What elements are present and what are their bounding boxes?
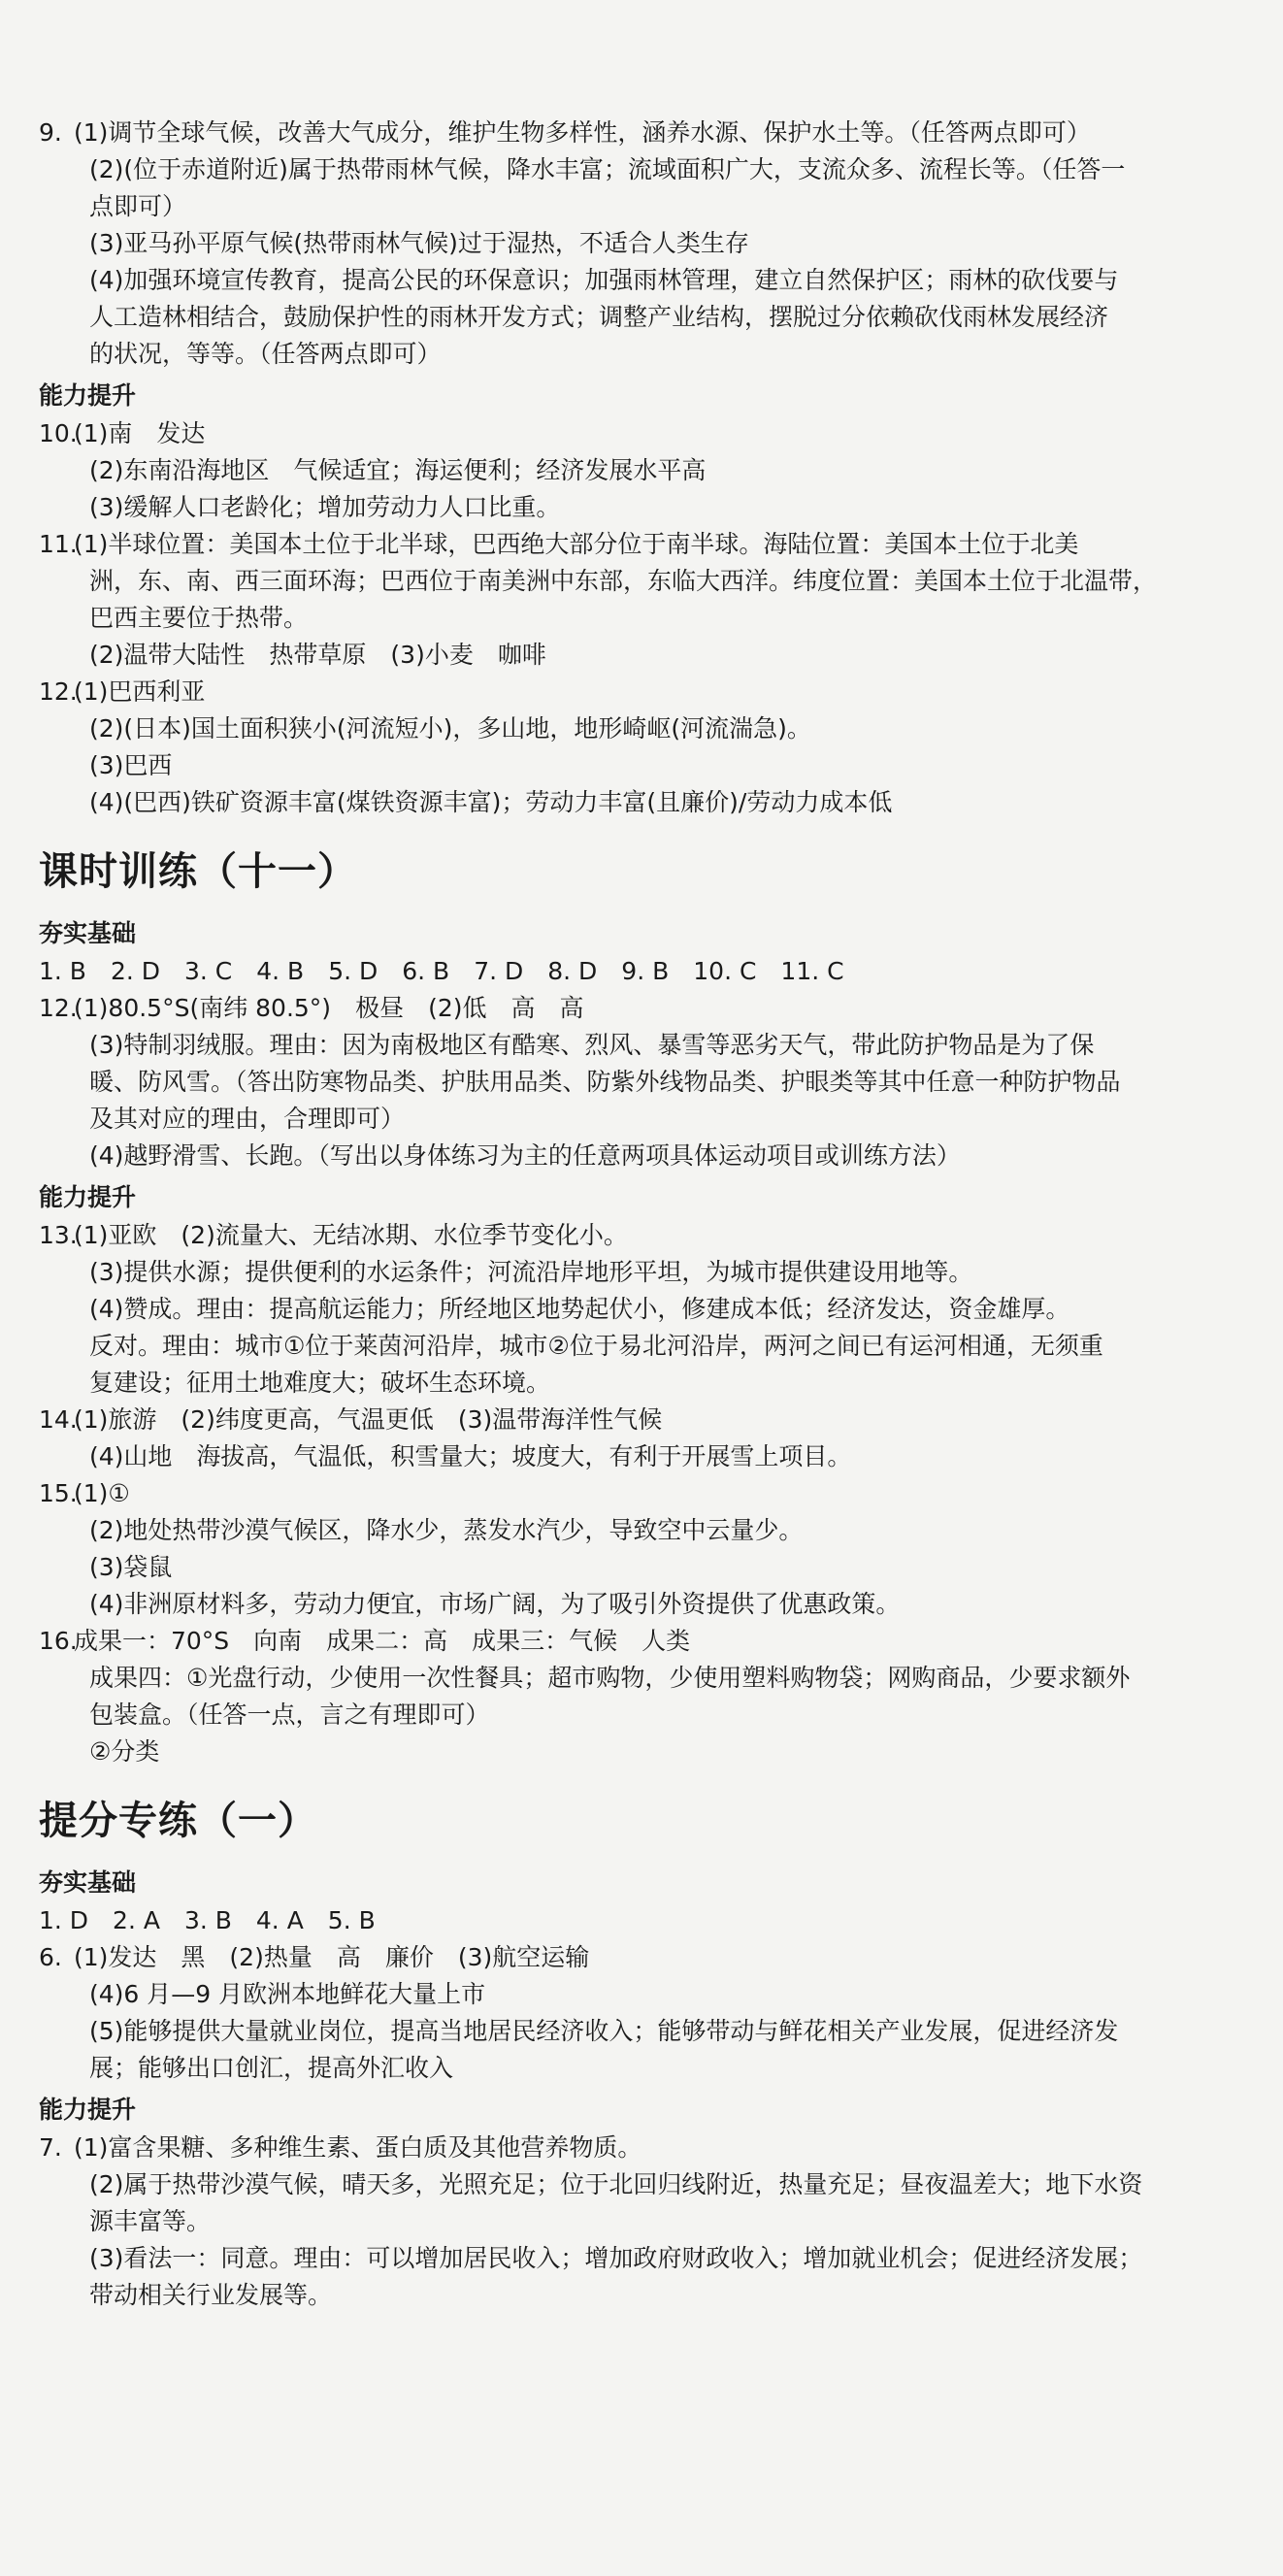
question-number: 13. [39,1221,78,1249]
answer-subpart: (4)加强环境宣传教育，提高公民的环保意识；加强雨林管理，建立自然保护区；雨林的砍伐要与 [89,266,1119,294]
subsection-label: 能力提升 [39,2096,137,2124]
question-number: 7. [39,2133,62,2162]
answer-continuation: 及其对应的理由，合理即可） [89,1105,406,1133]
answer-continuation: 人工造林相结合，鼓励保护性的雨林开发方式；调整产业结构，摆脱过分依赖砍伐雨林发展经济 [89,303,1109,331]
question-answer [39,1475,1244,1512]
answer-subpart: (4)6 月—9 月欧洲本地鲜花大量上市 [89,1980,486,2008]
answer-continuation: ②分类 [89,1737,160,1766]
answer-subpart: (4)越野滑雪、长跑。（写出以身体练习为主的任意两项具体运动项目或训练方法） [89,1141,961,1170]
answer-subpart: (4)非洲原材料多，劳动力便宜，市场广阔，为了吸引外资提供了优惠政策。 [89,1590,901,1618]
question-answer [39,526,1244,563]
question-number: 14. [39,1405,78,1434]
answer-subpart: (5)能够提供大量就业岗位，提高当地居民经济收入；能够带动与鲜花相关产业发展，促进经济发 [89,2017,1119,2045]
answer-subpart: (3)提供水源；提供便利的水运条件；河流沿岸地形平坦，为城市提供建设用地等。 [89,1258,973,1286]
answer-subpart: (4)山地 海拔高，气温低，积雪量大；坡度大，有利于开展雪上项目。 [89,1442,852,1470]
question-number: 10. [39,419,78,447]
answer-text: (1)调节全球气候，改善大气成分，维护生物多样性，涵养水源、保护水土等。（任答两点即可） [74,118,1091,147]
answer-text: (1)旅游 (2)纬度更高，气温更低 (3)温带海洋性气候 [74,1405,663,1434]
section-title: 课时训练（十一） [39,849,357,894]
answer-subpart: (2)(日本)国土面积狭小(河流短小)，多山地，地形崎岖(河流湍急)。 [89,714,811,743]
answer-text: (1)① [74,1479,130,1507]
question-answer [39,1217,1244,1254]
question-answer [39,415,1244,452]
answer-continuation: 洲，东、南、西三面环海；巴西位于南美洲中东部，东临大西洋。纬度位置：美国本土位于北温带， [89,567,1158,595]
choice-answers: 1. B 2. D 3. C 4. B 5. D 6. B 7. D 8. D 9. B 10. C 11. C [39,957,844,985]
question-answer [39,115,1244,151]
question-answer [39,1939,1244,1976]
question-number: 15. [39,1479,78,1507]
subsection-label: 夯实基础 [39,919,137,947]
answer-text: (1)富含果糖、多种维生素、蛋白质及其他营养物质。 [74,2133,642,2162]
question-answer [39,674,1244,710]
answer-subpart: (3)缓解人口老龄化；增加劳动力人口比重。 [89,493,561,521]
answer-subpart: (3)巴西 [89,751,173,779]
answer-text: (1)巴西利亚 [74,677,206,706]
answer-text: (1)南 发达 [74,419,206,447]
answer-text: (1)亚欧 (2)流量大、无结冰期、水位季节变化小。 [74,1221,628,1249]
answer-continuation: 巴西主要位于热带。 [89,604,309,632]
question-number: 12. [39,994,78,1022]
answer-subpart: (4)赞成。理由：提高航运能力；所经地区地势起伏小，修建成本低；经济发达，资金雄厚。 [89,1295,1070,1323]
answer-continuation: 的状况，等等。（任答两点即可） [89,340,442,368]
question-number: 16. [39,1627,78,1655]
question-answer [39,1402,1244,1438]
answer-subpart: (3)特制羽绒服。理由：因为南极地区有酷寒、烈风、暴雪等恶劣天气，带此防护物品是为了保 [89,1031,1095,1059]
subsection-label: 能力提升 [39,1183,137,1211]
answer-subpart: (2)(位于赤道附近)属于热带雨林气候，降水丰富；流域面积广大，支流众多、流程长等。（任答一 [89,155,1126,183]
answer-continuation: 暖、防风雪。（答出防寒物品类、护肤用品类、防紫外线物品类、护眼类等其中任意一种防护物品 [89,1068,1121,1096]
answer-continuation: 点即可） [89,192,187,220]
question-number: 9. [39,118,62,147]
question-answer [39,990,1244,1027]
answer-text: (1)半球位置：美国本土位于北半球，巴西绝大部分位于南半球。海陆位置：美国本土位于北美 [74,530,1079,558]
answer-text: 成果一：70°S 向南 成果二：高 成果三：气候 人类 [74,1627,691,1655]
question-answer [39,1623,1244,1660]
section-title: 提分专练（一） [39,1799,317,1843]
answer-subpart: (2)东南沿海地区 气候适宜；海运便利；经济发展水平高 [89,456,707,484]
subsection-label: 夯实基础 [39,1868,137,1897]
answer-subpart: (3)看法一：同意。理由：可以增加居民收入；增加政府财政收入；增加就业机会；促进经济发展； [89,2244,1143,2272]
answer-continuation: 成果四：①光盘行动，少使用一次性餐具；超市购物，少使用塑料购物袋；网购商品，少要求额外 [89,1664,1131,1692]
answer-subpart: (3)亚马孙平原气候(热带雨林气候)过于湿热，不适合人类生存 [89,229,749,257]
question-number: 6. [39,1943,62,1971]
answer-subpart: (2)地处热带沙漠气候区，降水少，蒸发水汽少，导致空中云量少。 [89,1516,804,1544]
question-number: 12. [39,677,78,706]
answer-subpart: (4)(巴西)铁矿资源丰富(煤铁资源丰富)；劳动力丰富(且廉价)/劳动力成本低 [89,788,893,816]
answer-continuation: 反对。理由：城市①位于莱茵河沿岸，城市②位于易北河沿岸，两河之间已有运河相通，无须重 [89,1332,1103,1360]
answer-text: (1)80.5°S(南纬 80.5°) 极昼 (2)低 高 高 [74,994,584,1022]
answer-continuation: 展；能够出口创汇，提高外汇收入 [89,2054,454,2082]
answer-subpart: (2)温带大陆性 热带草原 (3)小麦 咖啡 [89,641,546,669]
answer-continuation: 包装盒。（任答一点，言之有理即可） [89,1701,490,1729]
question-number: 11. [39,530,78,558]
answer-continuation: 带动相关行业发展等。 [89,2281,333,2309]
answer-continuation: 源丰富等。 [89,2207,212,2235]
subsection-label: 能力提升 [39,381,137,410]
choice-answers: 1. D 2. A 3. B 4. A 5. B [39,1906,376,1934]
answer-continuation: 复建设；征用土地难度大；破坏生态环境。 [89,1369,551,1397]
answer-subpart: (3)袋鼠 [89,1553,173,1581]
answer-text: (1)发达 黑 (2)热量 高 廉价 (3)航空运输 [74,1943,590,1971]
answer-subpart: (2)属于热带沙漠气候，晴天多，光照充足；位于北回归线附近，热量充足；昼夜温差大；地下水资 [89,2170,1143,2198]
question-answer [39,2130,1244,2166]
